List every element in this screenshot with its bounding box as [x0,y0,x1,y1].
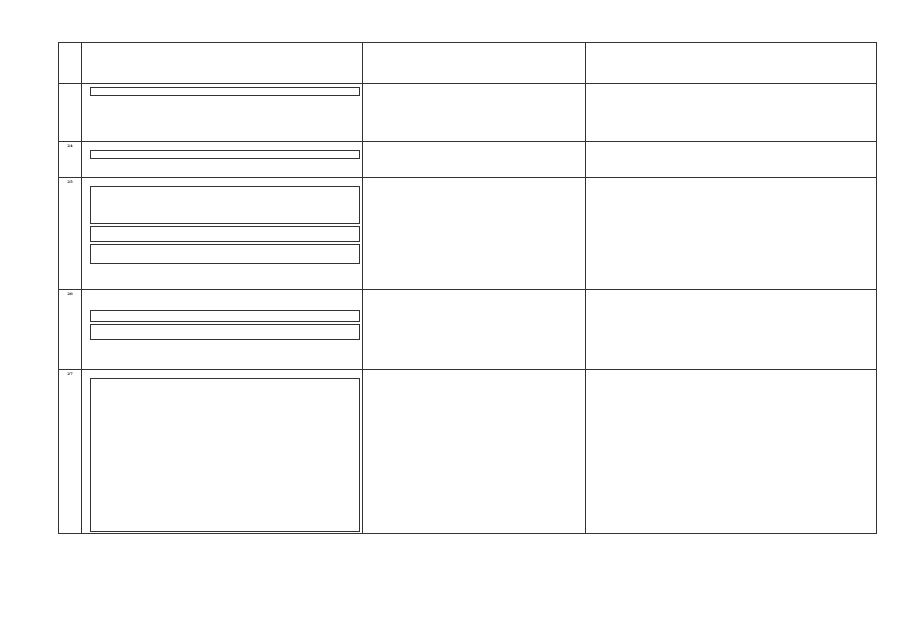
row-number: 24 [59,142,82,178]
indicator-box [90,226,360,242]
indicator-box [90,87,360,96]
header-num [59,43,82,84]
row-number: 26 [59,290,82,370]
row-order [363,142,586,178]
indicator-box [90,244,360,264]
header-order [363,43,586,84]
row-docs [586,178,877,290]
indicator-text [93,89,357,94]
header-name [82,43,363,84]
indicator-box [90,378,360,532]
row-title-cell [82,290,363,370]
row-order [363,290,586,370]
row-order [363,84,586,142]
row-order [363,178,586,290]
indicator-box [90,324,360,340]
row-docs [586,142,877,178]
table-header-row [59,43,877,84]
row-title-cell [82,370,363,534]
row-docs [586,370,877,534]
table-row [59,178,877,290]
row-title [84,179,360,184]
indicator-box [90,186,360,224]
row-title [84,291,360,296]
indicator-box [90,150,360,159]
row-docs [586,290,877,370]
table-row [59,84,877,142]
table-row [59,290,877,370]
row-number: 27 [59,370,82,534]
row-order [363,370,586,534]
subsidy-table [58,42,877,534]
row-title [84,371,360,376]
indicator-box [90,310,360,322]
row-number [59,84,82,142]
table-row [59,142,877,178]
row-title-cell [82,142,363,178]
row-number: 25 [59,178,82,290]
header-docs [586,43,877,84]
table-row [59,370,877,534]
row-title [84,143,360,148]
row-docs [586,84,877,142]
row-title [82,84,363,142]
row-title-cell [82,178,363,290]
